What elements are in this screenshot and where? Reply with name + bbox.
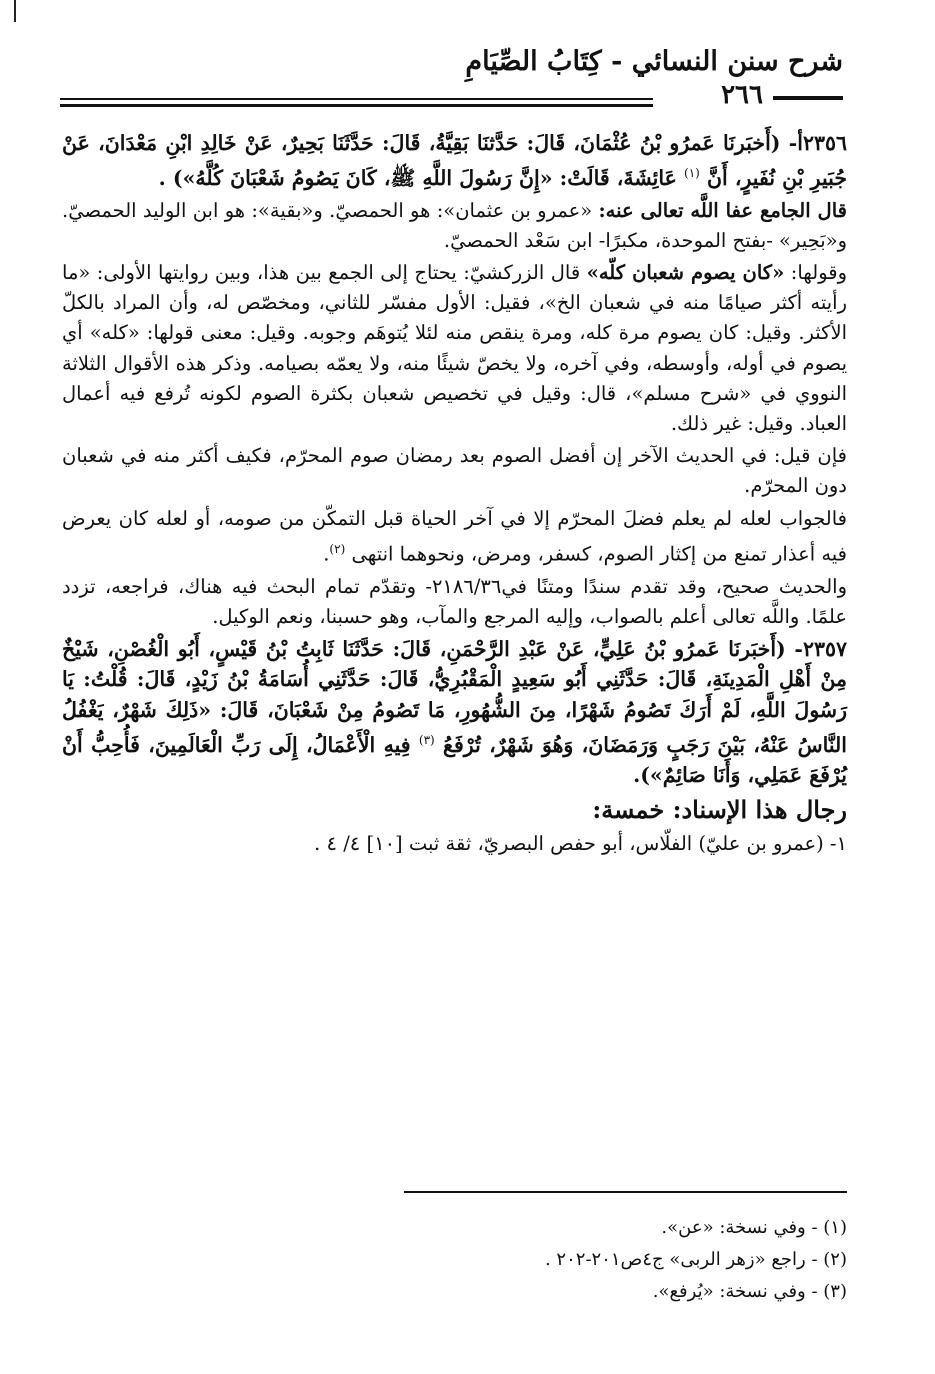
narrator-entry-1: ١- (عمرو بن عليّ) الفلّاس، أبو حفص البصريّ، ثقة ثبت [١٠] ٤/ ٤ . xyxy=(314,831,847,855)
header-rule xyxy=(60,98,653,100)
commentary-paragraph-5: والحديث صحيح، وقد تقدم سندًا ومتنًا في٢١٨٦/٣٦- وتقدّم تمام البحث فيه هناك، فراجعه، تزدد علمًا. واللَّه تعالى أعلم بالصواب، وإليه المرجع والمآب، وهو حسبنا، ونعم الوكيل. xyxy=(62,574,847,628)
page-number: ٢٦٦ xyxy=(721,80,763,110)
page-header xyxy=(60,44,843,110)
hadith-text-cont: فِيهِ الْأَعْمَالُ، إِلَى رَبِّ الْعَالَمِينَ، فَأُحِبُّ أَنْ يُرْفَعَ عَمَلِي، وَأَنَا صَائِمٌ»). xyxy=(62,733,847,788)
commentary-paragraph-3: فإن قيل: في الحديث الآخر إن أفضل الصوم بعد رمضان صوم المحرّم، فكيف أكثر منه في شعبان دون المحرّم. xyxy=(62,444,847,498)
footnote-3: (٣) - وفي نسخة: «يُرفع». xyxy=(652,1281,847,1302)
header-rule-thick xyxy=(60,104,653,107)
hadith-text: ٢٣٥٧- (أَخبَرنَا عَمرُو بْنُ عَلِيٍّ، عَنْ عَبْدِ الرَّحْمَنِ، قَالَ: حَدَّثَنَا ثَابِتُ بْنُ قَيْسٍ، أَبُو الْغُصْنِ، شَيْخٌ مِنْ أَهْلِ الْمَدِينَةِ، قَالَ: حَدَّثَنِي أَبُو سَعِيدٍ الْمَقْبُرِيُّ، قَالَ: حَدَّثَنِي أُسَامَةُ بْنُ زَيْدٍ، قَالَ: قُلْتُ: يَا رَسُولَ اللَّهِ، لَمْ أَرَكَ تَصُومُ شَهْرًا، مِنَ الشُّهُورِ، مَا تَصُومُ مِنْ شَعْبَانَ، قَالَ: «ذَلِكَ شَهْرٌ، يَغْفُلُ النَّاسُ عَنْهُ، بَيْنَ رَجَبٍ وَرَمَضَانَ، وَهُوَ شَهْرٌ، تُرْفَعُ xyxy=(62,636,847,758)
header-dash xyxy=(773,96,843,100)
commentary-paragraph-2 xyxy=(62,258,847,439)
hadith-2357 xyxy=(62,634,847,791)
footnote-2: (٢) - راجع «زهر الربى» ج٤ص٢٠١-٢٠٢ . xyxy=(544,1249,847,1270)
hadith-text: ٢٣٥٦أ- (أَخبَرنَا عَمرُو بْنُ عُثْمَانَ، قَالَ: حَدَّثنَا بَقِيَّةُ، قَالَ: حَدَّثَنَا بَحِيرٌ، عَنْ خَالِدِ ابْنِ مَعْدَانَ، عَنْ جُبَيرِ بْنِ نُفَيرٍ، أَنَّ xyxy=(62,131,847,191)
commentary-paragraph-1 xyxy=(62,196,847,256)
commentary-lead: قال الجامع عفا اللَّه تعالى عنه: xyxy=(598,198,847,222)
commentary-text: قال الزركشيّ: يحتاج إلى الجمع بين هذا، وبين روايتها الأولى: «ما رأيته أكثر صيامًا منه في شعبان الخ»، فقيل: الأول مفسّر للثاني، ومخصّص له، وأن المراد بالكلّ الأكثر. وقيل: كان يصوم مرة كله، ومرة ينقص منه لئلا يُتوهَم وجوبه. وقيل: معنى قولها: «كله» أي يصوم في أوله، وأوسطه، وفي آخره، ولا يخصّ شيئًا منه، ولا يعمّه بصيامه. وذكر هذه الأقوال الثلاثة النووي في «شرح مسلم»، قال: وقيل في تخصيص شعبان بكثرة الصوم لكونه تُرفع فيه أعمال العباد. وقيل: غير ذلك. xyxy=(62,261,847,436)
footnote-separator xyxy=(404,1191,847,1193)
hadith-2356a xyxy=(62,128,847,194)
commentary-prefix: وقولها: xyxy=(790,261,848,285)
commentary-text: فالجواب لعله لم يعلم فضلَ المحرّم إلا في آخر الحياة قبل التمكّن من صومه، أو لعله كان يعرض فيه أعذار تمنع من إكثار الصوم، كسفر، ومرض، ونحوهما انتهى xyxy=(62,506,847,566)
section-heading: رجال هذا الإسناد: خمسة: xyxy=(592,794,847,824)
commentary-paragraph-4: فالجواب لعله لم يعلم فضلَ المحرّم إلا في آخر الحياة قبل التمكّن من صومه، أو لعله كان يعرض فيه أعذار تمنع من إكثار الصوم، كسفر، ومرض، ونحوهما انتهى $^{(٢)}$. xyxy=(62,506,847,566)
footnote-ref-1: (١) xyxy=(684,166,700,181)
page-body xyxy=(62,128,847,859)
scan-mark xyxy=(14,0,16,22)
footnotes xyxy=(200,1212,847,1308)
running-title: شرح سنن النسائي - كِتَابُ الصِّيَامِ xyxy=(465,46,843,77)
footnote-1: (١) - وفي نسخة: «عن». xyxy=(661,1217,847,1238)
commentary-text: «عمرو بن عثمان»: هو الحمصيّ. و«بقية»: هو ابن الوليد الحمصيّ. و«بَحِير» -بفتح الموحدة، مكبرًا- ابن سَعْد الحمصيّ. xyxy=(62,198,847,252)
quoted-phrase: «كان يصوم شعبان كلّه» xyxy=(586,261,785,285)
footnote-ref-3: (٣) xyxy=(418,733,435,748)
hadith-text-cont: عَائِشَةَ، قَالَتْ: «إِنَّ رَسُولَ اللَّهِ ﷺ، كَانَ يَصُومُ شَعْبَانَ كُلَّهُ») . xyxy=(158,166,677,191)
footnote-ref-2: (٢) xyxy=(329,541,346,556)
